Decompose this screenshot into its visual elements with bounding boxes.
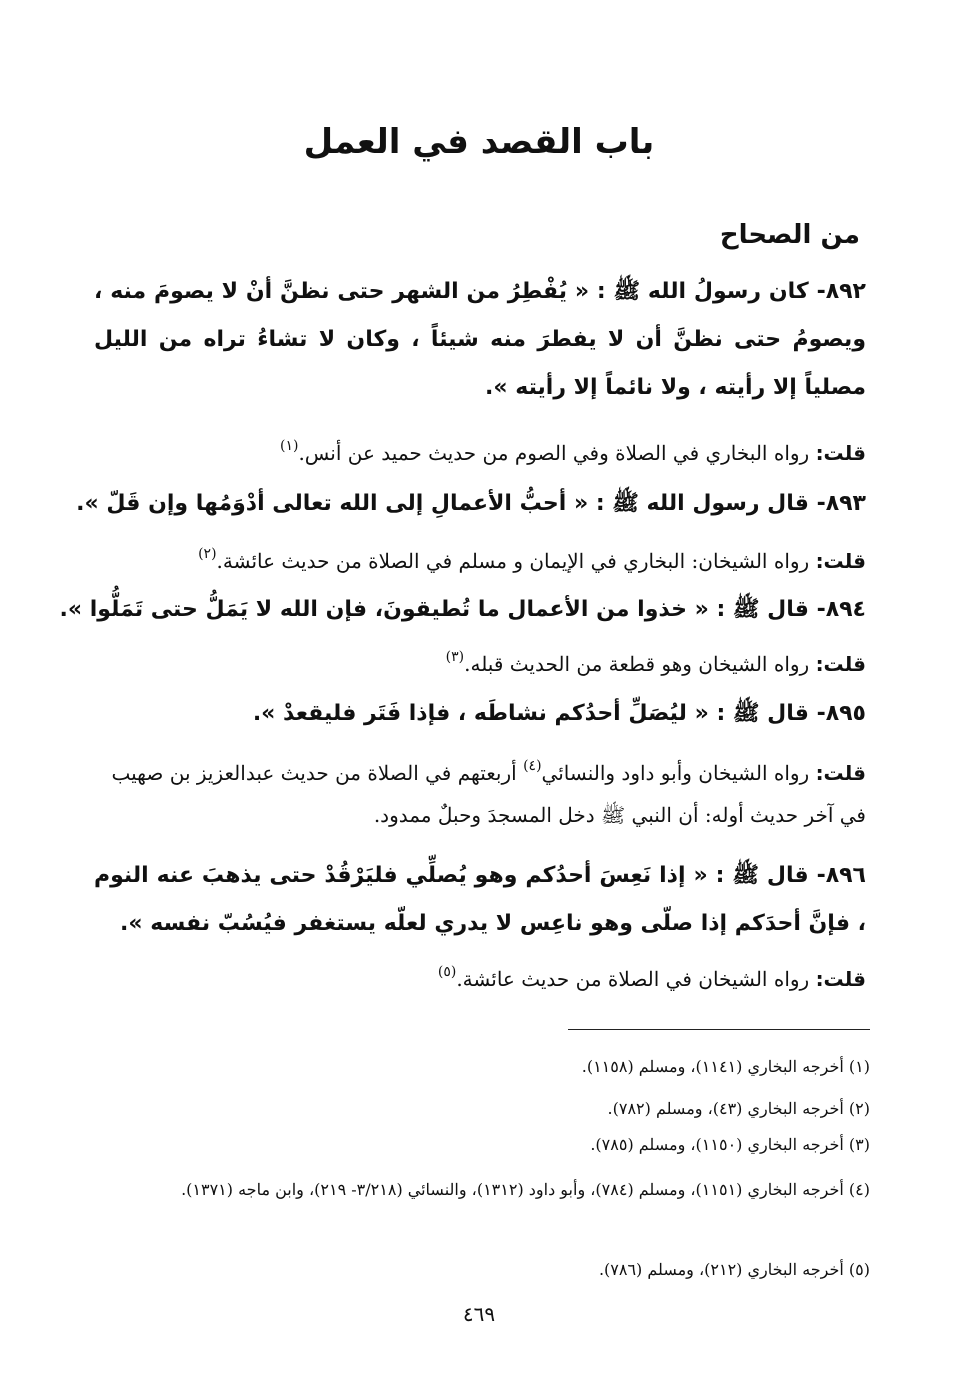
hadith-892: ٨٩٢- كان رسولُ الله ﷺ : « يُفْطِرُ من الشهر حتى نظنَّ أنْ لا يصومَ منه ، ويصومُ حتى نظنَّ أن لا يفطرَ منه شيئاً ، وكان لا تشاءُ تراه من الليل مصلياً إلا رأيته ، ولا نائماً إلا رأيته ».	[94, 279, 866, 400]
footnote-ref: (٣)	[445, 649, 465, 665]
hadith-893: ٨٩٣- قال رسول الله ﷺ : « أحبُّ الأعمالِ إلى الله تعالى أدْوَمُها وإن قَلّ ».	[76, 491, 866, 516]
note-text: أربعتهم في الصلاة من حديث عبدالعزيز بن صهيب في آخر حديث أوله: أن النبي ﷺ دخل المسجدَ وحبلٌ ممدود.	[111, 761, 866, 827]
note-893	[94, 540, 866, 582]
chapter-title: باب القصد في العمل	[303, 122, 655, 162]
note-892	[94, 432, 866, 474]
note-label: قلت:	[815, 549, 866, 573]
page-number: ٤٦٩	[462, 1302, 496, 1326]
section-heading: من الصحاح	[719, 220, 860, 250]
footnote-divider	[568, 1029, 870, 1030]
footnote-4: (٤) أخرجه البخاري (١١٥١)، ومسلم (٧٨٤)، وأبو داود (١٣١٢)، والنسائي (٣/٢١٨- ٢١٩)، وابن ماجه (١٣٧١).	[181, 1180, 870, 1199]
note-label: قلت:	[815, 761, 866, 785]
footnote-ref: (٥)	[437, 964, 457, 980]
note-text: رواه البخاري في الصلاة وفي الصوم من حديث حميد عن أنس.	[298, 441, 810, 465]
footnote-ref: (١)	[279, 438, 299, 454]
note-label: قلت:	[815, 967, 866, 991]
note-895	[94, 752, 866, 836]
note-text: رواه الشيخان في الصلاة من حديث عائشة.	[456, 967, 810, 991]
footnote-ref: (٢)	[198, 546, 217, 562]
hadith-896: ٨٩٦- قال ﷺ : « إذا نَعِسَ أحدُكم وهو يُصلِّي فليَرْقُدْ حتى يذهبَ عنه النوم ، فإنَّ أحدَكم إذا صلّى وهو ناعِس لا يدري لعلّه يستغفر فيُسُبّ نفسه ».	[94, 863, 866, 936]
note-label: قلت:	[815, 652, 866, 676]
footnote-3: (٣) أخرجه البخاري (١١٥٠)، ومسلم (٧٨٥).	[590, 1135, 870, 1154]
hadith-894: ٨٩٤- قال ﷺ : « خذوا من الأعمال ما تُطيقونَ، فإن الله لا يَمَلُّ حتى تَمَلُّوا ».	[59, 597, 866, 622]
hadith-895: ٨٩٥- قال ﷺ : « ليُصَلِّ أحدُكم نشاطَه ، فإذا فَتَر فليقعدْ ».	[252, 701, 866, 726]
note-896	[94, 958, 866, 1000]
note-label: قلت:	[815, 441, 866, 465]
note-text-before: رواه الشيخان وأبو داود والنسائي	[541, 761, 810, 785]
note-894	[94, 643, 866, 685]
footnote-5: (٥) أخرجه البخاري (٢١٢)، ومسلم (٧٨٦).	[598, 1260, 870, 1279]
note-text: رواه الشيخان: البخاري في الإيمان و مسلم في الصلاة من حديث عائشة.	[216, 549, 810, 573]
footnote-1: (١) أخرجه البخاري (١١٤١)، ومسلم (١١٥٨).	[581, 1057, 870, 1076]
note-text: رواه الشيخان وهو قطعة من الحديث قبله.	[464, 652, 810, 676]
footnote-2: (٢) أخرجه البخاري (٤٣)، ومسلم (٧٨٢).	[607, 1099, 870, 1118]
footnote-ref: (٤)	[523, 758, 542, 774]
